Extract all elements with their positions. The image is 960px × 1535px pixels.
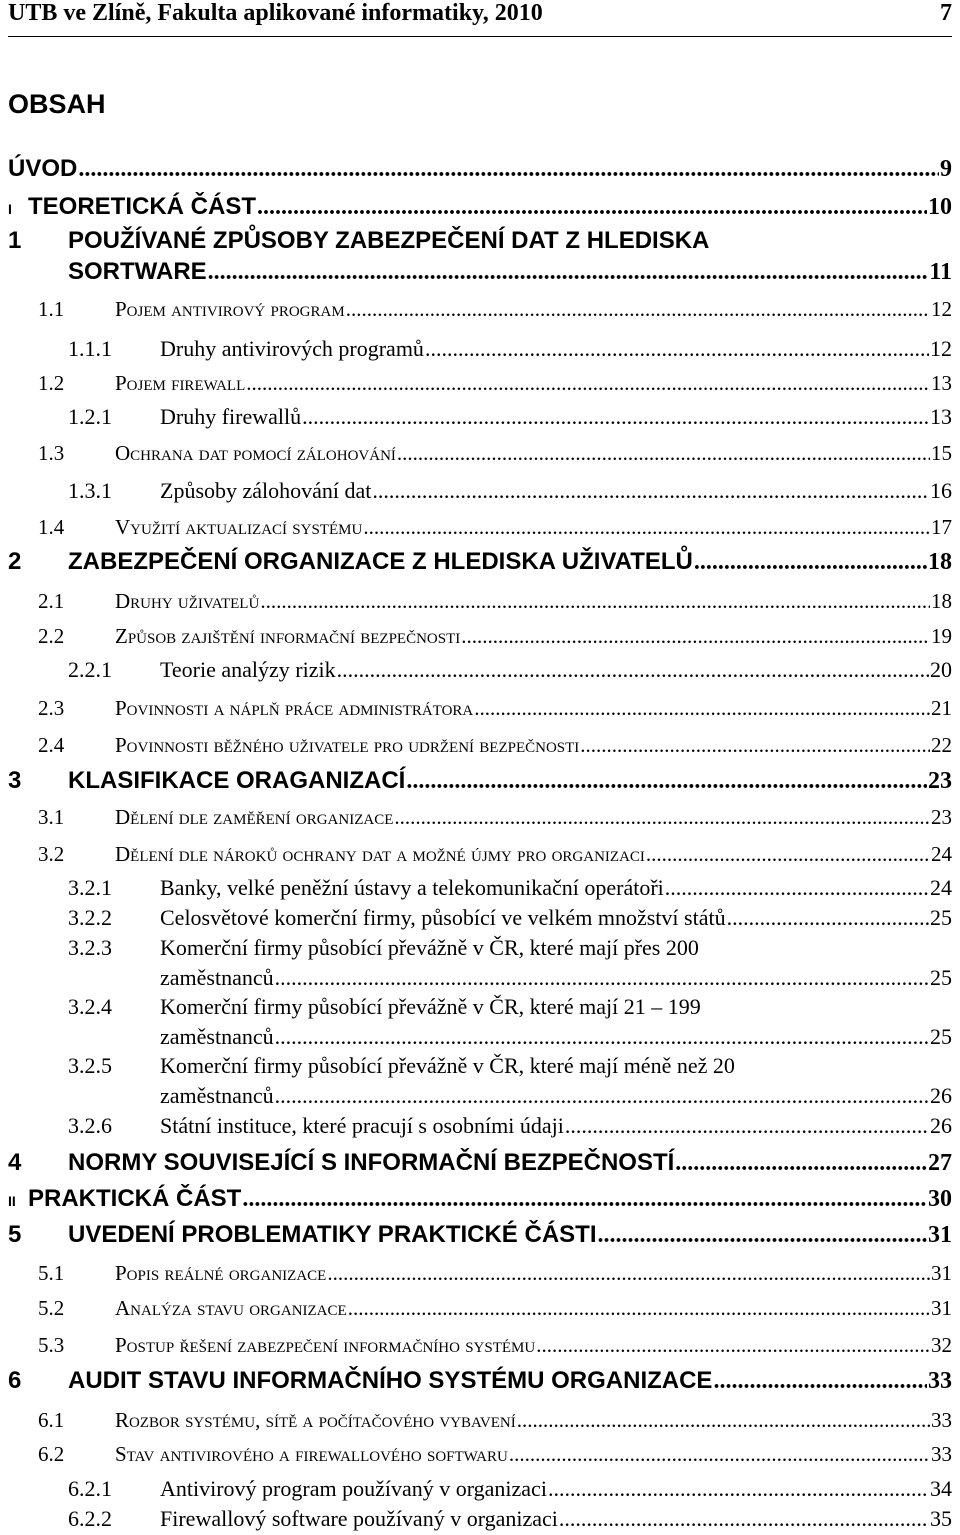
dot-leader	[397, 441, 930, 466]
toc-entry-page-number: 10	[928, 194, 952, 220]
toc-entry-number: 3.2.1	[68, 875, 112, 900]
toc-entry-title: Popis reálné organizace	[115, 1261, 327, 1285]
toc-entry-title: POUŽÍVANÉ ZPŮSOBY ZABEZPEČENÍ DAT Z HLEDISKA	[68, 227, 710, 254]
toc-entry-number: 6.2.2	[68, 1506, 112, 1531]
dot-leader	[257, 194, 927, 221]
toc-entry-title: ÚVOD	[8, 155, 78, 182]
toc-entry-title: Analýza stavu organizace	[115, 1296, 347, 1320]
toc-entry-number: II	[8, 1193, 16, 1209]
toc-entry-title: KLASIFIKACE ORAGANIZACÍ	[68, 767, 406, 794]
dot-leader	[461, 624, 930, 649]
dot-leader	[348, 1296, 930, 1321]
toc-entry-page-number: 13	[930, 404, 952, 429]
toc-entry-number: 3	[8, 767, 22, 794]
toc-entry-title: Dělení dle zaměření organizace	[115, 805, 394, 829]
toc-entry-title: Antivirový program používaný v organizaci	[160, 1476, 547, 1501]
toc-entry-title: Pojem firewall	[115, 371, 246, 395]
header-page-number: 7	[940, 0, 952, 26]
toc-entry-number: 2.2	[38, 624, 65, 648]
toc-entry-number: 3.2.3	[68, 935, 112, 960]
toc-entry-title: Státní instituce, které pracují s osobními údaji	[160, 1113, 564, 1138]
toc-entry-title: Ochrana dat pomocí zálohování	[115, 441, 396, 465]
toc-entry-title: Druhy uživatelů	[115, 589, 260, 613]
toc-entry-page-number: 33	[928, 1368, 952, 1394]
toc-entry-title-continuation: SORTWARE	[68, 258, 207, 285]
toc-entry-number: 3.2.4	[68, 994, 112, 1019]
dot-leader	[425, 336, 929, 362]
toc-entry-title: Druhy firewallů	[160, 404, 302, 429]
toc-entry-number: 1.4	[38, 515, 65, 539]
toc-entry-number: 3.1	[38, 805, 65, 829]
toc-entry-page-number: 31	[928, 1222, 952, 1248]
toc-entry-title-continuation: zaměstnanců	[160, 1083, 274, 1108]
toc-entry-number: 6.2	[38, 1442, 65, 1466]
dot-leader	[406, 768, 927, 795]
toc-heading: OBSAH	[8, 89, 106, 119]
toc-entry-page-number: 30	[928, 1186, 952, 1212]
toc-entry-number: 6.1	[38, 1408, 65, 1432]
toc-entry-title: NORMY SOUVISEJÍCÍ S INFORMAČNÍ BEZPEČNOSTÍ	[68, 1149, 675, 1176]
toc-entry-number: 2.3	[38, 696, 65, 720]
toc-entry-title: TEORETICKÁ ČÁST	[28, 193, 256, 220]
dot-leader	[337, 657, 929, 683]
toc-entry-number: 2	[8, 548, 22, 575]
toc-entry-page-number: 23	[928, 768, 952, 794]
dot-leader	[559, 1506, 929, 1532]
dot-leader	[713, 1368, 927, 1395]
dot-leader	[327, 1261, 930, 1286]
toc-entry-page-number: 26	[930, 1083, 952, 1108]
toc-entry-page-number: 18	[931, 589, 952, 613]
toc-entry-title: Komerční firmy působící převážně v ČR, které mají 21 – 199	[160, 994, 701, 1019]
dot-leader	[242, 1186, 927, 1213]
toc-entry-page-number: 16	[930, 478, 952, 503]
toc-entry-page-number: 23	[931, 805, 952, 829]
dot-leader	[372, 478, 929, 504]
toc-entry-number: 5.2	[38, 1296, 65, 1320]
toc-entry-number: 3.2	[38, 842, 65, 866]
toc-entry-number: 5	[8, 1221, 22, 1248]
toc-entry-title: Komerční firmy působící převážně v ČR, které mají méně než 20	[160, 1053, 735, 1078]
dot-leader	[346, 297, 930, 322]
toc-entry-page-number: 11	[929, 259, 952, 285]
toc-entry-title: Postup řešení zabezpečení informačního systému	[115, 1333, 536, 1357]
toc-entry-page-number: 31	[931, 1296, 952, 1320]
toc-entry-title: Způsoby zálohování dat	[160, 478, 372, 503]
toc-entry-page-number: 20	[930, 657, 952, 682]
toc-entry-page-number: 21	[931, 696, 952, 720]
toc-entry-title: Dělení dle nároků ochrany dat a možné újmy pro organizaci	[115, 842, 645, 866]
toc-entry-number: 1.1.1	[68, 336, 112, 361]
dot-leader	[565, 1113, 929, 1139]
toc-entry-number: 3.2.2	[68, 905, 112, 930]
toc-entry-title: Stav antivirového a firewallového softwaru	[115, 1442, 508, 1466]
dot-leader	[302, 404, 929, 430]
toc-entry-title: Druhy antivirových programů	[160, 336, 424, 361]
toc-entry-title: Způsob zajištění informační bezpečnosti	[115, 624, 461, 648]
dot-leader	[646, 842, 930, 867]
dot-leader	[536, 1333, 930, 1358]
header-title: UTB ve Zlíně, Fakulta aplikované informatiky, 2010	[8, 0, 543, 26]
dot-leader	[580, 733, 930, 758]
toc-entry-page-number: 22	[931, 733, 952, 757]
toc-entry-number: 2.4	[38, 733, 65, 757]
dot-leader	[675, 1150, 927, 1177]
dot-leader	[694, 549, 927, 576]
dot-leader	[665, 875, 929, 901]
toc-entry-title: Teorie analýzy rizik	[160, 657, 336, 682]
toc-entry-page-number: 33	[931, 1408, 952, 1432]
dot-leader	[517, 1408, 930, 1433]
dot-leader	[260, 589, 930, 614]
dot-leader	[363, 515, 930, 540]
toc-entry-page-number: 35	[930, 1506, 952, 1531]
toc-entry-page-number: 24	[931, 842, 952, 866]
toc-entry-page-number: 15	[931, 441, 952, 465]
toc-entry-title: Povinnosti a náplň práce administrátora	[115, 696, 474, 720]
toc-entry-title: Pojem antivirový program	[115, 297, 345, 321]
toc-entry-number: 2.1	[38, 589, 65, 613]
toc-entry-number: 6.2.1	[68, 1476, 112, 1501]
toc-entry-number: 5.1	[38, 1261, 65, 1285]
toc-entry-number: 3.2.6	[68, 1113, 112, 1138]
toc-entry-title-continuation: zaměstnanců	[160, 965, 274, 990]
toc-entry-number: 3.2.5	[68, 1053, 112, 1078]
toc-entry-title: Rozbor systému, sítě a počítačového vybavení	[115, 1408, 516, 1432]
toc-entry-page-number: 12	[930, 336, 952, 361]
toc-entry-title-continuation: zaměstnanců	[160, 1024, 274, 1049]
toc-entry-page-number: 26	[930, 1113, 952, 1138]
dot-leader	[509, 1442, 930, 1467]
toc-entry-page-number: 27	[928, 1150, 952, 1176]
toc-entry-page-number: 17	[931, 515, 952, 539]
toc-entry-title: Komerční firmy působící převážně v ČR, které mají přes 200	[160, 935, 699, 960]
toc-entry-page-number: 18	[928, 549, 952, 575]
toc-entry-number: 2.2.1	[68, 657, 112, 682]
toc-entry-number: 1.1	[38, 297, 65, 321]
dot-leader	[727, 905, 929, 931]
toc-entry-title: ZABEZPEČENÍ ORGANIZACE Z HLEDISKA UŽIVATELŮ	[68, 548, 693, 575]
toc-entry-number: 1.2.1	[68, 404, 112, 429]
toc-entry-number: 4	[8, 1149, 22, 1176]
dot-leader	[474, 696, 930, 721]
dot-leader	[275, 965, 929, 991]
dot-leader	[275, 1024, 929, 1050]
toc-entry-title: Využití aktualizací systému	[115, 515, 363, 539]
toc-entry-title: Banky, velké peněžní ústavy a telekomunikační operátoři	[160, 875, 664, 900]
toc-entry-number: 1.3.1	[68, 478, 112, 503]
dot-leader	[275, 1083, 929, 1109]
toc-entry-title: PRAKTICKÁ ČÁST	[28, 1185, 242, 1212]
toc-entry-page-number: 25	[930, 1024, 952, 1049]
toc-entry-number: I	[8, 201, 12, 217]
toc-entry-number: 1	[8, 227, 22, 254]
toc-entry-title: AUDIT STAVU INFORMAČNÍHO SYSTÉMU ORGANIZACE	[68, 1367, 713, 1394]
toc-entry-title: Firewallový software používaný v organizaci	[160, 1506, 558, 1531]
toc-entry-page-number: 12	[931, 297, 952, 321]
toc-entry-page-number: 24	[930, 875, 952, 900]
toc-entry-title: UVEDENÍ PROBLEMATIKY PRAKTICKÉ ČÁSTI	[68, 1221, 597, 1248]
toc-entry-page-number: 13	[931, 371, 952, 395]
header-rule	[8, 36, 952, 37]
toc-entry-page-number: 31	[931, 1261, 952, 1285]
toc-entry-number: 1.2	[38, 371, 65, 395]
dot-leader	[246, 371, 930, 396]
dot-leader	[208, 259, 929, 286]
dot-leader	[548, 1476, 929, 1502]
page-header	[8, 0, 952, 30]
toc-entry-page-number: 19	[931, 624, 952, 648]
dot-leader	[597, 1222, 927, 1249]
toc-entry-page-number: 32	[931, 1333, 952, 1357]
toc-entry-number: 5.3	[38, 1333, 65, 1357]
toc-entry-title: Povinnosti běžného uživatele pro udržení bezpečnosti	[115, 733, 580, 757]
toc-entry-title: Celosvětové komerční firmy, působící ve velkém množství států	[160, 905, 726, 930]
toc-entry-number: 6	[8, 1367, 22, 1394]
toc-entry-page-number: 34	[930, 1476, 952, 1501]
dot-leader	[394, 805, 930, 830]
toc-entry-page-number: 33	[931, 1442, 952, 1466]
dot-leader	[78, 156, 939, 183]
toc-entry-number: 1.3	[38, 441, 65, 465]
toc-entry-page-number: 9	[940, 156, 952, 182]
toc-entry-page-number: 25	[930, 905, 952, 930]
toc-entry-page-number: 25	[930, 965, 952, 990]
